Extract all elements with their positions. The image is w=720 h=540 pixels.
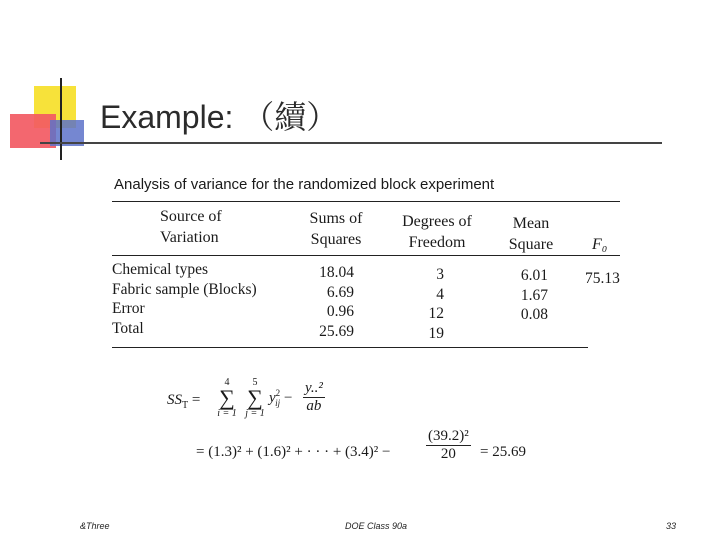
- table-row: Error: [112, 300, 145, 317]
- table-row: Chemical types: [112, 261, 208, 278]
- ms-cell: 6.01: [520, 267, 548, 284]
- eq-lhs: SS: [167, 392, 182, 408]
- eq-fraction: $\frac{\text{y..²}}{ab}$: [305, 380, 323, 414]
- source-column: [112, 260, 257, 338]
- header-df: Degrees of Freedom: [402, 213, 472, 251]
- eq-result: = 25.69: [480, 444, 526, 460]
- table-header-rule: [112, 255, 620, 256]
- df-cell: 19: [428, 324, 444, 342]
- header-ss: Sums of Squares: [309, 210, 363, 248]
- header-ms: Mean Square: [508, 215, 554, 253]
- table-row: Fabric sample (Blocks): [112, 280, 257, 298]
- ms-cell: 1.67: [520, 286, 548, 304]
- ms-column: [508, 266, 548, 325]
- table-top-rule: [112, 201, 620, 202]
- df-cell: 4: [436, 285, 444, 303]
- table-bottom-rule: [112, 347, 588, 348]
- header-source: Source of Variation: [160, 208, 222, 246]
- title-underline: [40, 142, 662, 144]
- decor-vertical-line: [60, 78, 62, 160]
- sum-2: 5 ∑ j = 1: [245, 377, 265, 419]
- ss-cell: 6.69: [326, 283, 354, 301]
- ss-cell: 18.04: [319, 264, 354, 281]
- sum-1: 4 ∑ i = 1: [217, 377, 237, 419]
- df-cell: 12: [428, 305, 444, 322]
- table-row: Total: [112, 319, 144, 337]
- page-number: 33: [666, 521, 677, 531]
- df-cell: 3: [436, 266, 444, 283]
- ss-cell: 0.96: [326, 303, 354, 320]
- eq-term: $y^2_{ij}$ −: [269, 388, 293, 408]
- eq2-fraction: $\frac{\text{(39.2)²}}{20}$: [428, 428, 469, 462]
- eq-terms: = (1.3)² + (1.6)² + · · · + (3.4)² −: [196, 444, 391, 460]
- footer-left: &Three: [80, 521, 110, 531]
- header-f: F₀: [592, 236, 608, 253]
- footer-center: DOE Class 90a: [345, 521, 408, 531]
- ms-cell: 0.08: [520, 306, 548, 323]
- ss-cell: 25.69: [319, 322, 354, 340]
- df-column: [418, 265, 444, 343]
- f-cell: 75.13: [585, 270, 620, 287]
- table-caption: Analysis of variance for the randomized block experiment: [114, 176, 495, 193]
- eq-lhs-sub: T: [182, 400, 189, 411]
- ss-column: [300, 263, 354, 341]
- slide-title: Example: （續）: [100, 99, 339, 135]
